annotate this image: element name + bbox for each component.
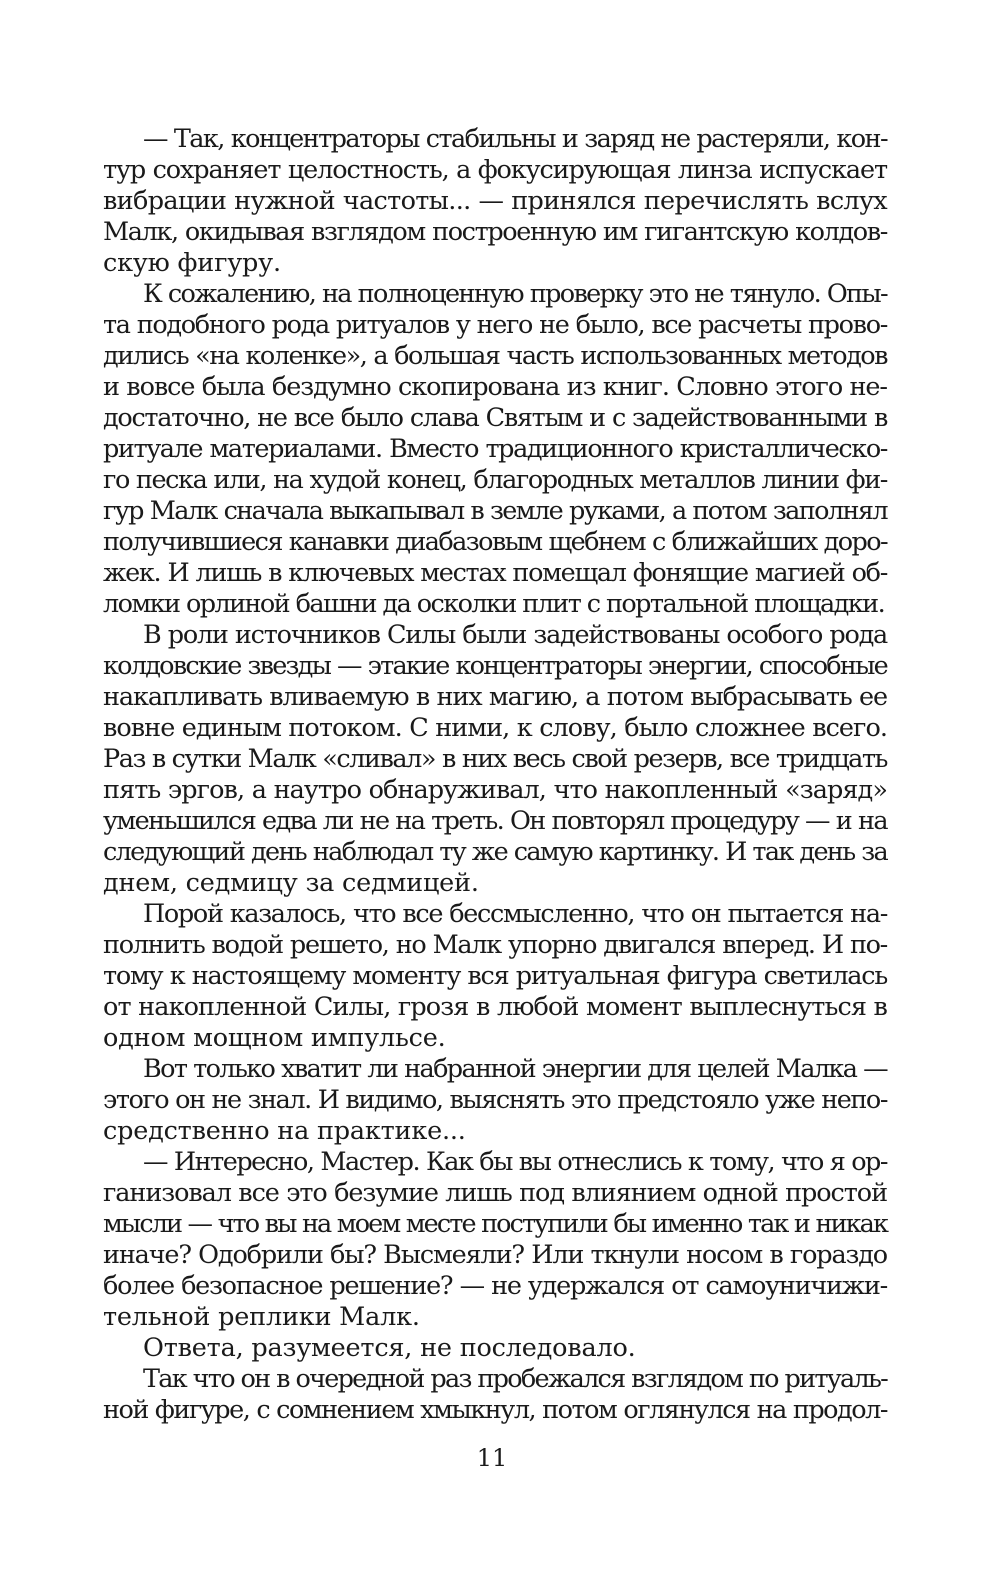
text-line: — Так, концентраторы стабильны и заряд не растеряли, кон- bbox=[143, 124, 887, 154]
text-line: полнить водой решето, но Малк упорно двигался вперед. И по- bbox=[103, 930, 887, 960]
text-line: ной фигуре, с сомнением хмыкнул, потом оглянулся на продол- bbox=[103, 1395, 887, 1425]
text-line: иначе? Одобрили бы? Высмеяли? Или ткнули носом в гораздо bbox=[103, 1240, 887, 1270]
text-line: жек. И лишь в ключевых местах помещал фонящие магией об- bbox=[103, 558, 887, 588]
text-line: колдовские звезды — этакие концентраторы энергии, способные bbox=[103, 651, 887, 681]
text-line: тому к настоящему моменту вся ритуальная фигура светилась bbox=[103, 961, 887, 991]
text-line: ритуале материалами. Вместо традиционного кристаллическо- bbox=[103, 434, 887, 464]
text-line: Раз в сутки Малк «сливал» в них весь свой резерв, все тридцать bbox=[103, 744, 887, 774]
text-line: уменьшился едва ли не на треть. Он повторял процедуру — и на bbox=[103, 806, 887, 836]
text-line: более безопасное решение? — не удержался от самоуничижи- bbox=[103, 1271, 887, 1301]
text-line: пять эргов, а наутро обнаруживал, что накопленный «заряд» bbox=[103, 775, 887, 805]
text-line: получившиеся канавки диабазовым щебнем с ближайших доро- bbox=[103, 527, 887, 557]
text-line: одном мощном импульсе. bbox=[103, 1023, 446, 1053]
text-line: ганизовал все это безумие лишь под влиянием одной простой bbox=[103, 1178, 887, 1208]
text-line: вибрации нужной частоты... — принялся перечислять вслух bbox=[103, 186, 887, 216]
text-line: мысли — что вы на моем месте поступили бы именно так и никак bbox=[103, 1209, 887, 1239]
text-line: следующий день наблюдал ту же самую картинку. И так день за bbox=[103, 837, 887, 867]
text-line: Малк, окидывая взглядом построенную им гигантскую колдов- bbox=[103, 217, 887, 247]
text-line: и вовсе была бездумно скопирована из книг. Словно этого не- bbox=[103, 372, 887, 402]
text-line: Так что он в очередной раз пробежался взглядом по ритуаль- bbox=[143, 1364, 887, 1394]
text-line: вовне единым потоком. С ними, к слову, было сложнее всего. bbox=[103, 713, 887, 743]
text-line: тур сохраняет целостность, а фокусирующая линза испускает bbox=[103, 155, 887, 185]
body-text bbox=[103, 124, 887, 1426]
text-line: К сожалению, на полноценную проверку это не тянуло. Опы- bbox=[143, 279, 887, 309]
text-line: Ответа, разумеется, не последовало. bbox=[143, 1333, 636, 1363]
text-line: Порой казалось, что все бессмысленно, что он пытается на- bbox=[143, 899, 887, 929]
text-line: та подобного рода ритуалов у него не было, все расчеты прово- bbox=[103, 310, 887, 340]
page-number: 11 bbox=[476, 1444, 508, 1472]
text-line: от накопленной Силы, грозя в любой момент выплеснуться в bbox=[103, 992, 887, 1022]
text-line: ломки орлиной башни да осколки плит с портальной площадки. bbox=[103, 589, 885, 619]
text-line: В роли источников Силы были задействованы особого рода bbox=[143, 620, 887, 650]
text-line: накапливать вливаемую в них магию, а потом выбрасывать ее bbox=[103, 682, 887, 712]
text-line: скую фигуру. bbox=[103, 248, 281, 278]
text-line: тельной реплики Малк. bbox=[103, 1302, 420, 1332]
text-line: гур Малк сначала выкапывал в земле руками, а потом заполнял bbox=[103, 496, 887, 526]
text-line: — Интересно, Мастер. Как бы вы отнеслись к тому, что я ор- bbox=[143, 1147, 887, 1177]
text-line: днем, седмицу за седмицей. bbox=[103, 868, 479, 898]
text-line: этого он не знал. И видимо, выяснять это предстояло уже непо- bbox=[103, 1085, 887, 1115]
text-line: средственно на практике... bbox=[103, 1116, 466, 1146]
text-line: Вот только хватит ли набранной энергии для целей Малка — bbox=[143, 1054, 887, 1084]
text-line: го песка или, на худой конец, благородных металлов линии фи- bbox=[103, 465, 887, 495]
text-line: достаточно, не все было слава Святым и с задействованными в bbox=[103, 403, 887, 433]
text-line: дились «на коленке», а большая часть использованных методов bbox=[103, 341, 887, 371]
